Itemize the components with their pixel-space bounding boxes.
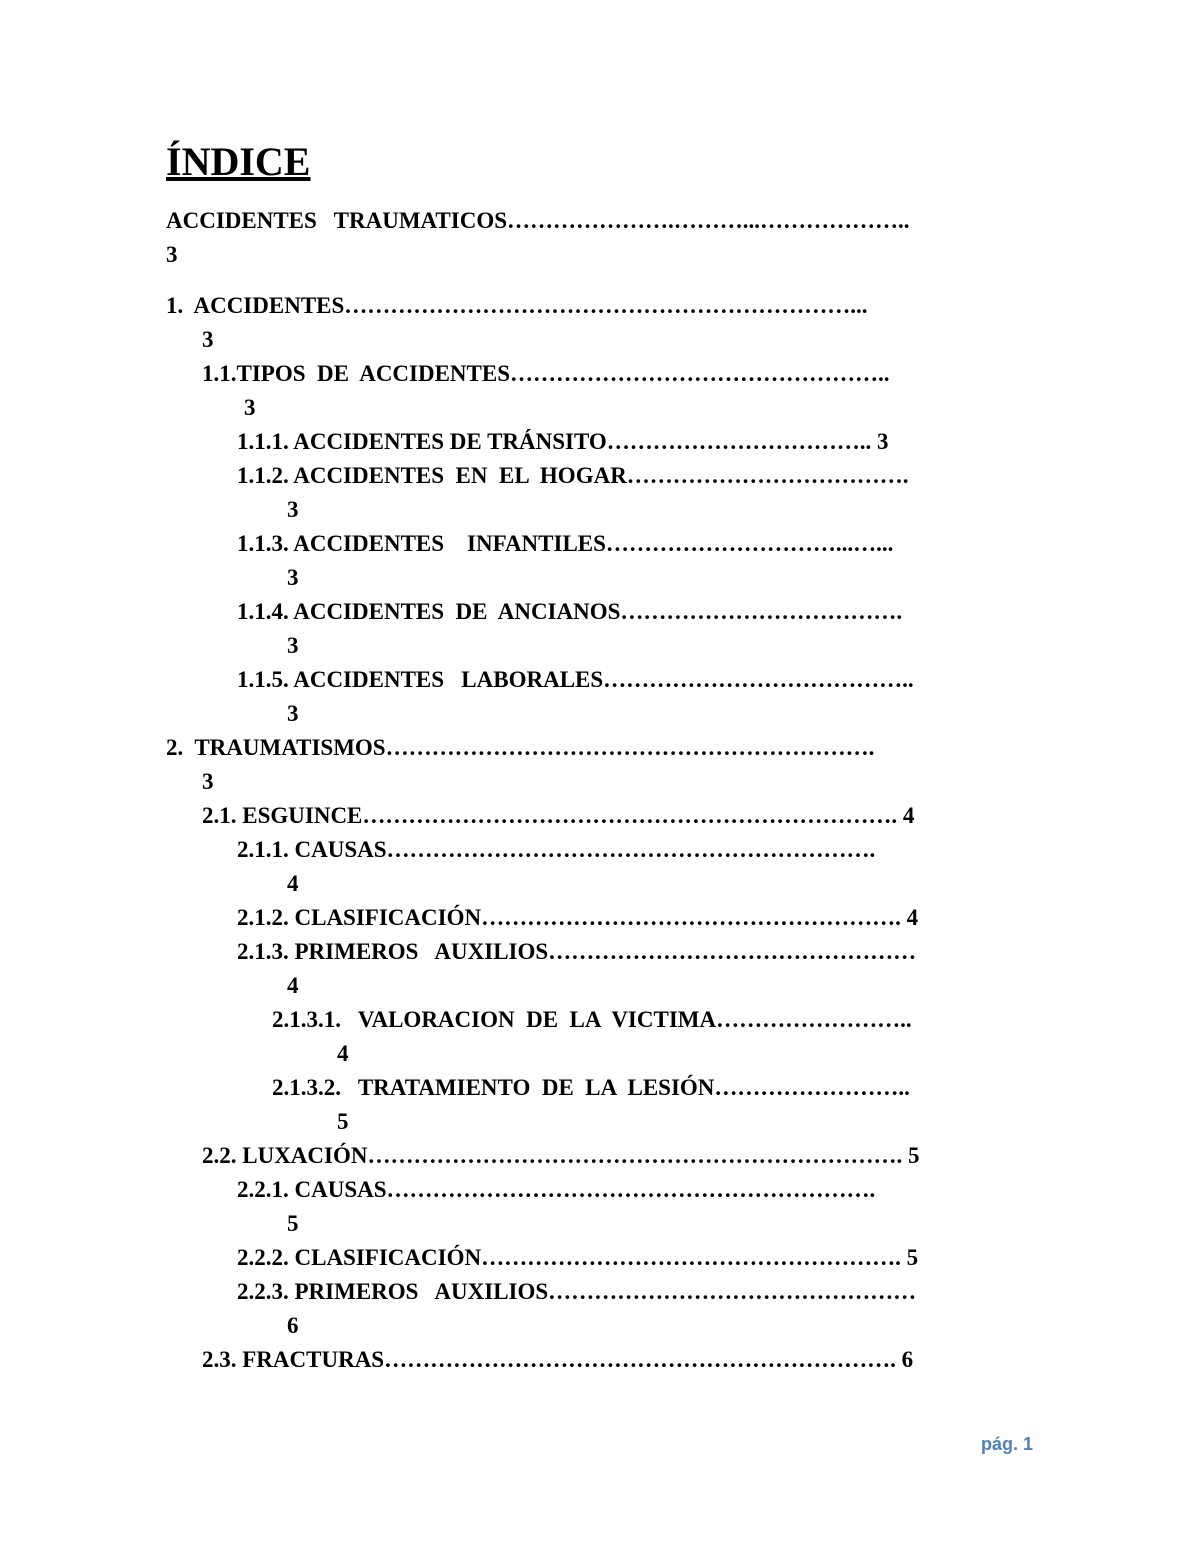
toc-page-number: 5 [287, 1211, 299, 1236]
toc-entry: 2.2.1. CAUSAS………………………………………………………. [237, 1177, 876, 1202]
toc-entry: 2.1.1. CAUSAS………………………………………………………. [237, 837, 876, 862]
toc-page-number: 3 [287, 701, 299, 726]
toc-entry: 2.3. FRACTURAS…………………………………………………………. 6 [202, 1347, 914, 1372]
toc-entry: 1.1.3. ACCIDENTES INFANTILES…………………………...…... [237, 531, 894, 556]
toc-entry: 1. ACCIDENTES…………………………………………………………... [166, 293, 868, 318]
toc-page-number: 3 [202, 327, 214, 352]
toc-entry: 2.2.3. PRIMEROS AUXILIOS………………………………………… [237, 1279, 917, 1304]
toc-page-number: 3 [287, 497, 299, 522]
toc-entry: 2.1. ESGUINCE……………………………………………………………. 4 [202, 803, 915, 828]
toc-page-number: 4 [287, 871, 299, 896]
toc-entry: 2. TRAUMATISMOS………………………………………………………. [166, 735, 875, 760]
toc-entry: 1.1.5. ACCIDENTES LABORALES………………………………….. [237, 667, 914, 692]
toc-page-number: 3 [287, 565, 299, 590]
toc-entry: 2.2. LUXACIÓN……………………………………………………………. 5 [202, 1143, 920, 1168]
toc-entry: 1.1.TIPOS DE ACCIDENTES………………………………………….. [202, 361, 890, 386]
toc-page-number: 3 [166, 242, 178, 267]
toc-entry: 2.1.3.2. TRATAMIENTO DE LA LESIÓN…………………….. [272, 1075, 910, 1100]
toc-page-number: 3 [287, 633, 299, 658]
toc-entry: 1.1.1. ACCIDENTES DE TRÁNSITO…………………………….. 3 [237, 429, 889, 454]
toc-entry: 1.1.4. ACCIDENTES DE ANCIANOS………………………………. [237, 599, 903, 624]
toc-page-number: 4 [287, 973, 299, 998]
toc-page-number: 3 [202, 769, 214, 794]
toc-page-number: 4 [337, 1041, 349, 1066]
toc-entry: ACCIDENTES TRAUMATICOS………………….………...……………….. [166, 208, 910, 233]
toc-entry: 2.2.2. CLASIFICACIÓN………………………………………………. 5 [237, 1245, 919, 1270]
toc-entry: 2.1.3.1. VALORACION DE LA VICTIMA…………………….. [272, 1007, 912, 1032]
toc-page-number: 3 [244, 395, 256, 420]
page-footer-number: pág. 1 [980, 1434, 1033, 1454]
toc-entry: 1.1.2. ACCIDENTES EN EL HOGAR………………………………. [237, 463, 909, 488]
toc-entry: 2.1.3. PRIMEROS AUXILIOS………………………………………… [237, 939, 917, 964]
toc-page-number: 5 [337, 1109, 349, 1134]
toc-page-number: 6 [287, 1313, 299, 1338]
toc-entry: 2.1.2. CLASIFICACIÓN………………………………………………. 4 [237, 905, 919, 930]
page-title: ÍNDICE [166, 139, 311, 184]
